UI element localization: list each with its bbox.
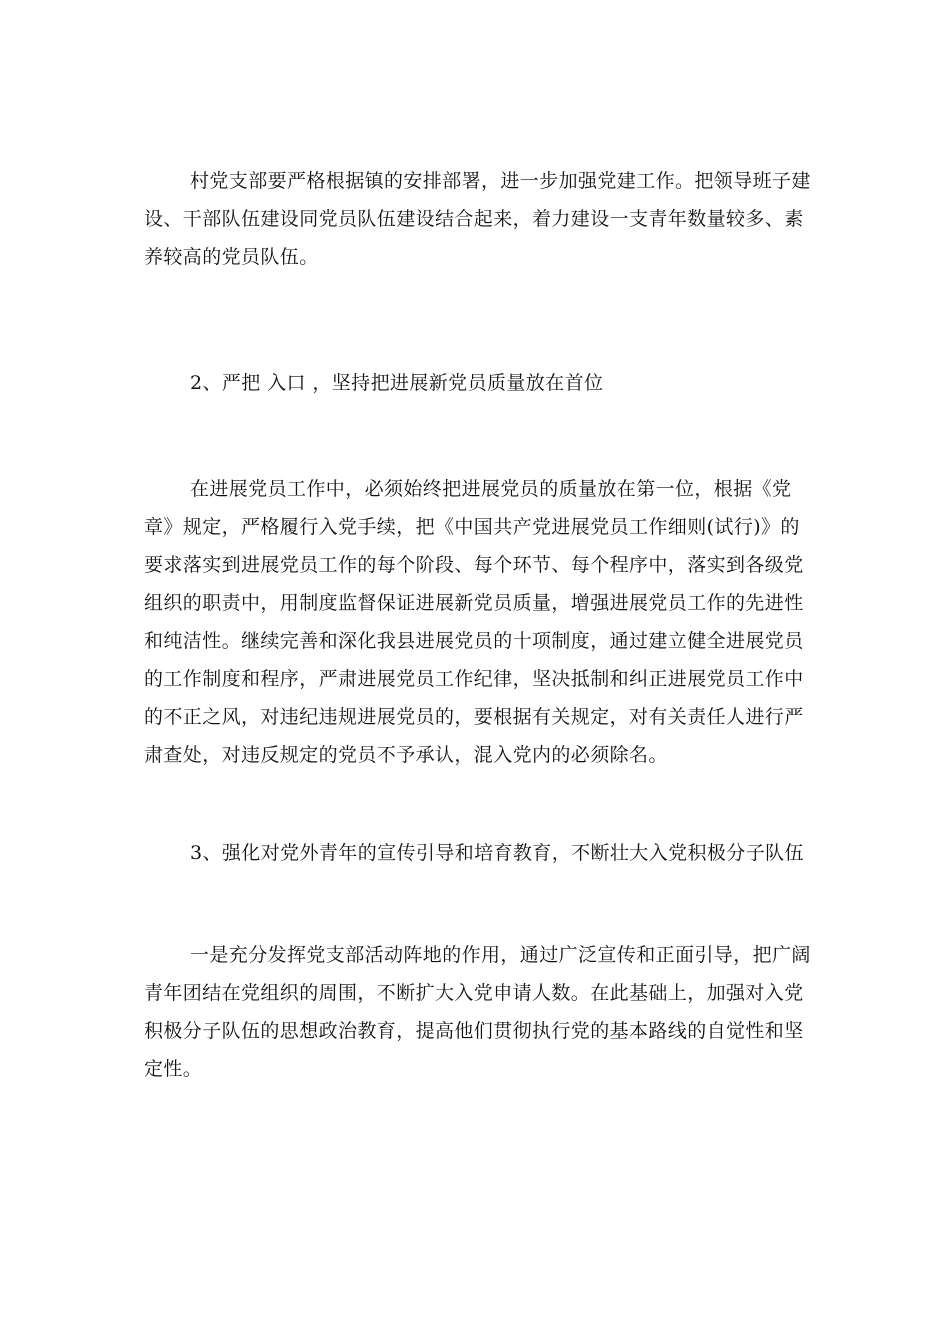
paragraph-2 xyxy=(144,470,808,774)
paragraph-1 xyxy=(144,162,811,276)
paragraph-2-line: 要求落实到进展党员工作的每个阶段、每个环节、每个程序中，落实到各级党 xyxy=(144,554,804,576)
paragraph-1-line: 村党支部要严格根据镇的安排部署，进一步加强党建工作。把领导班子建 xyxy=(190,170,811,192)
paragraph-3-line: 一是充分发挥党支部活动阵地的作用，通过广泛宣传和正面引导，把广阔 xyxy=(190,944,811,966)
section-heading-3: 3、强化对党外青年的宣传引导和培育教育，不断壮大入党积极分子队伍 xyxy=(190,842,804,864)
paragraph-1-line: 养较高的党员队伍。 xyxy=(144,246,319,268)
paragraph-2-line: 的工作制度和程序，严肃进展党员工作纪律，坚决抵制和纠正进展党员工作中 xyxy=(144,668,804,690)
paragraph-3-line: 青年团结在党组织的周围，不断扩大入党申请人数。在此基础上，加强对入党 xyxy=(144,982,804,1004)
paragraph-3-line: 定性。 xyxy=(144,1058,203,1080)
paragraph-2-line: 和纯洁性。继续完善和深化我县进展党员的十项制度，通过建立健全进展党员 xyxy=(144,630,804,652)
paragraph-1-line: 设、干部队伍建设同党员队伍建设结合起来，着力建设一支青年数量较多、素 xyxy=(144,208,804,230)
paragraph-3 xyxy=(144,936,811,1088)
paragraph-2-line: 在进展党员工作中，必须始终把进展党员的质量放在第一位，根据《党 xyxy=(190,478,792,500)
paragraph-2-line: 章》规定，严格履行入党手续，把《中国共产党进展党员工作细则(试行)》的 xyxy=(144,516,800,538)
section-heading-2: 2、严把 入口 ，坚持把进展新党员质量放在首位 xyxy=(190,372,604,394)
paragraph-3-line: 积极分子队伍的思想政治教育，提高他们贯彻执行党的基本路线的自觉性和坚 xyxy=(144,1020,804,1042)
paragraph-2-line: 的不正之风，对违纪违规进展党员的，要根据有关规定，对有关责任人进行严 xyxy=(144,706,804,728)
paragraph-2-line: 组织的职责中，用制度监督保证进展新党员质量，增强进展党员工作的先进性 xyxy=(144,592,804,614)
paragraph-2-line: 肃查处，对违反规定的党员不予承认，混入党内的必须除名。 xyxy=(144,744,668,766)
